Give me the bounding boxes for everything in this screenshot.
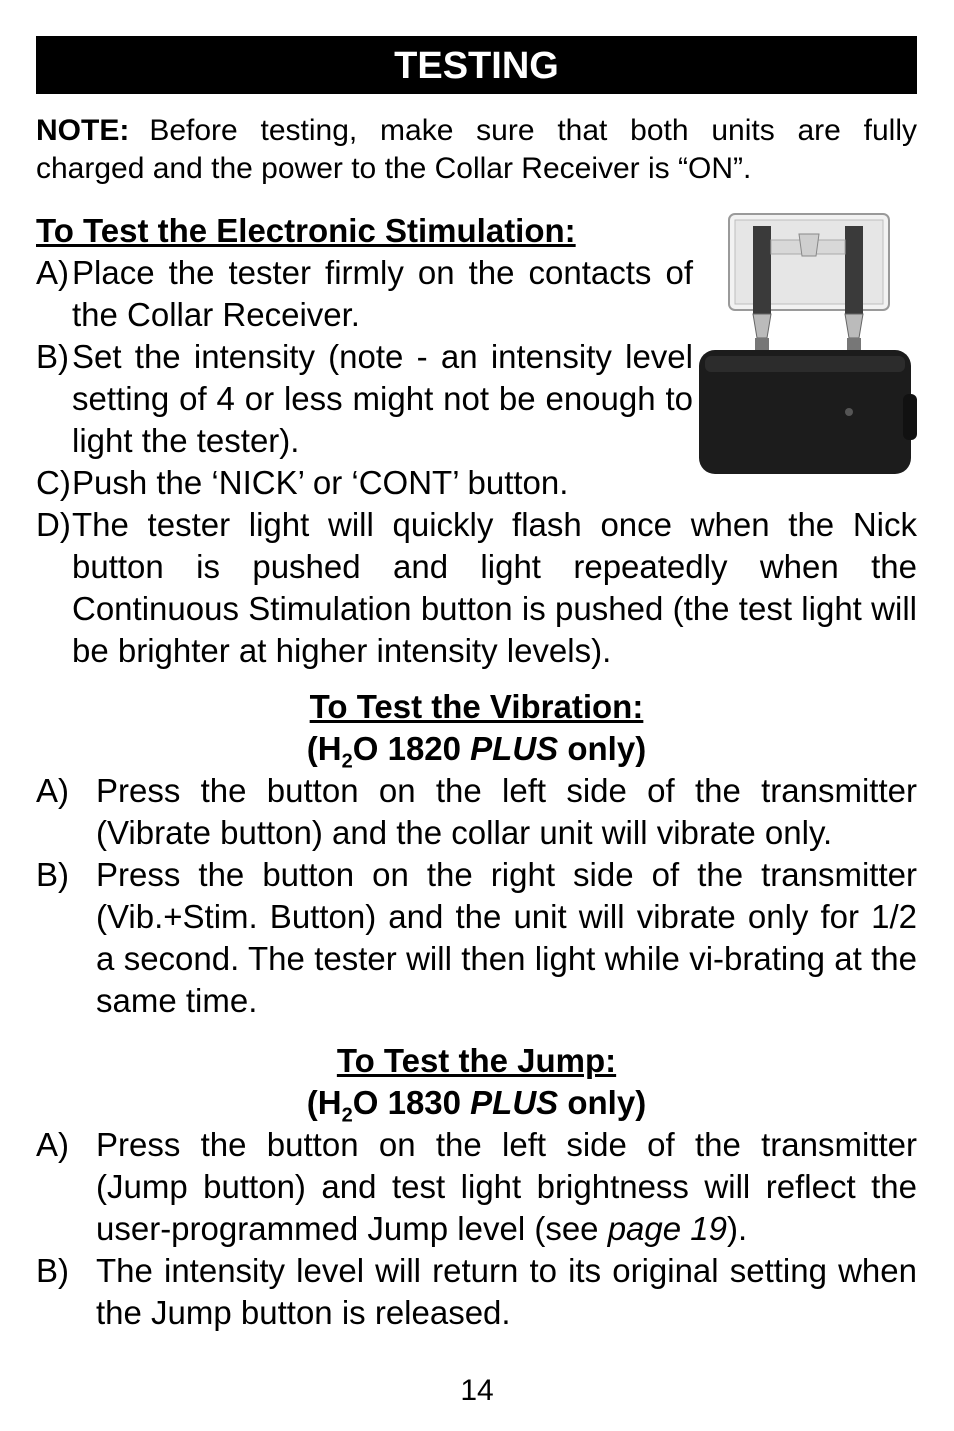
collar-tester-photo xyxy=(695,206,923,478)
item-text: The intensity level will return to its original setting when the Jump button is released. xyxy=(96,1252,917,1331)
jump-title: To Test the Jump: xyxy=(336,1042,617,1079)
list-item xyxy=(36,1250,917,1334)
list-item xyxy=(36,504,917,672)
item-text: Place the tester firmly on the contacts of the Collar Receiver. xyxy=(72,254,693,333)
jump-subtitle: ($H_2O$ 1830 PLUS only) xyxy=(306,1084,647,1127)
note-paragraph xyxy=(36,112,917,188)
item-text: Set the intensity (note - an intensity level setting of 4 or less might not be enough to light the tester). xyxy=(72,338,693,459)
list-item xyxy=(36,1124,917,1250)
stim-list-top xyxy=(36,252,693,462)
item-label: B) xyxy=(36,338,69,375)
item-label: B) xyxy=(36,1252,69,1289)
item-label: A) xyxy=(36,254,69,291)
item-label: A) xyxy=(36,772,69,809)
section-header: TESTING xyxy=(36,36,917,94)
stim-title: To Test the Electronic Stimulation: xyxy=(36,212,576,249)
note-label: NOTE: xyxy=(36,114,130,147)
item-text: Push the ‘NICK’ or ‘CONT’ button. xyxy=(72,464,569,501)
item-label: B) xyxy=(36,856,69,893)
item-text: The tester light will quickly flash once when the Nick button is pushed and light repeatedly when the Continuous Stimulation button is pushed (the test light will be brighter at higher intensity levels). xyxy=(72,506,917,669)
item-text: Press the button on the left side of the transmitter (Jump button) and test light brightness will reflect the user-programmed Jump level (see page 19). xyxy=(96,1126,917,1247)
item-text: Press the button on the right side of the transmitter (Vib.+Stim. Button) and the unit will vibrate only for 1/2 a second. The tester will then light while vi-brating at the same time. xyxy=(96,856,917,1019)
item-label: A) xyxy=(36,1126,69,1163)
list-item xyxy=(36,854,917,1022)
note-text: Before testing, make sure that both units are fully charged and the power to the Collar Receiver is “ON”. xyxy=(36,114,917,185)
list-item xyxy=(36,252,693,336)
item-label: D) xyxy=(36,506,71,543)
stim-list-d xyxy=(36,504,917,672)
page-number: 14 xyxy=(460,1374,494,1407)
list-item xyxy=(36,336,693,462)
list-item xyxy=(36,770,917,854)
item-label: C) xyxy=(36,464,71,501)
jump-list xyxy=(36,1124,917,1334)
vib-list xyxy=(36,770,917,1022)
vib-title: To Test the Vibration: xyxy=(309,688,644,725)
vib-subtitle: ($H_2O$ 1820 PLUS only) xyxy=(306,730,647,773)
item-text: Press the button on the left side of the transmitter (Vibrate button) and the collar unit will vibrate only. xyxy=(96,772,917,851)
